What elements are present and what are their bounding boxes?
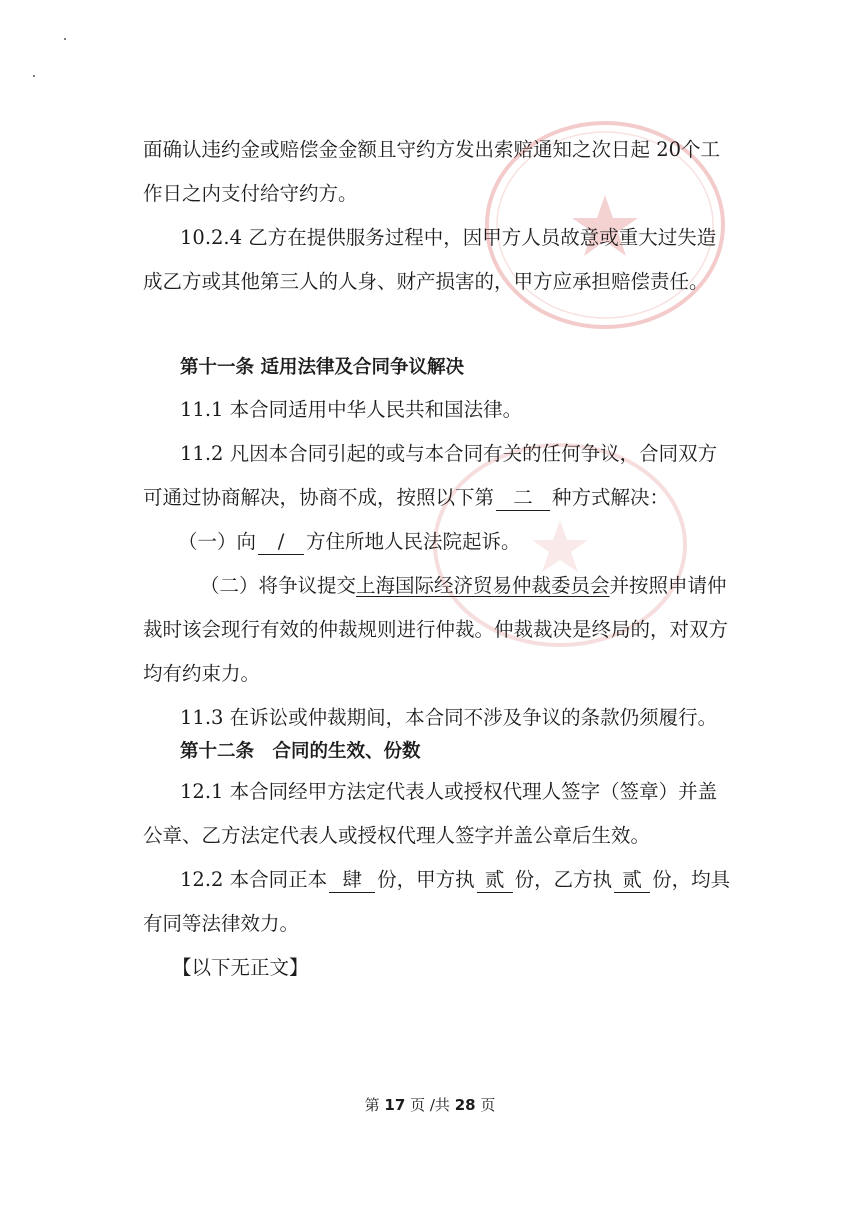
arbitration-institution: 上海国际经济贸易仲裁委员会 xyxy=(356,574,610,597)
total-page-count: 28 xyxy=(454,1096,476,1114)
paragraph-line xyxy=(0,484,860,512)
section-heading-12 xyxy=(0,738,860,766)
paragraph-line xyxy=(0,910,860,938)
section-heading-11 xyxy=(0,354,860,382)
footer-mid: 页 /共 xyxy=(410,1096,450,1114)
text-segment: 可通过协商解决，协商不成，按照以下第 xyxy=(143,486,495,509)
text-segment: 12.2 本合同正本 xyxy=(180,868,328,891)
paragraph-line xyxy=(0,704,860,732)
text-segment: 份，乙方执 xyxy=(514,868,613,891)
page-footer xyxy=(0,1094,860,1116)
text-segment: 方住所地人民法院起诉。 xyxy=(306,530,521,553)
footer-suffix: 页 xyxy=(480,1096,496,1114)
section-heading-text: 第十二条 合同的生效、份数 xyxy=(180,741,421,762)
paragraph-line xyxy=(0,528,860,556)
paragraph-line xyxy=(0,268,860,296)
text-segment: 裁时该会现行有效的仲裁规则进行仲裁。仲裁裁决是终局的，对双方 xyxy=(143,618,729,641)
paragraph-line xyxy=(0,180,860,208)
fill-in-blank: 贰 xyxy=(477,868,513,893)
text-segment: 公章、乙方法定代表人或授权代理人签字并盖公章后生效。 xyxy=(143,824,651,847)
scan-speck xyxy=(33,75,35,77)
text-segment: 作日之内支付给守约方。 xyxy=(143,182,358,205)
paragraph-line xyxy=(0,616,860,644)
paragraph-line xyxy=(0,660,860,688)
end-of-text-marker xyxy=(0,954,860,982)
scan-speck xyxy=(64,38,66,40)
fill-in-blank: / xyxy=(258,530,304,555)
paragraph-line xyxy=(0,136,860,164)
paragraph-line xyxy=(0,572,860,600)
fill-in-blank: 二 xyxy=(496,486,550,511)
text-segment: 份，均具 xyxy=(652,868,731,891)
text-segment: 成乙方或其他第三人的人身、财产损害的，甲方应承担赔偿责任。 xyxy=(143,270,709,293)
paragraph-line xyxy=(0,778,860,806)
section-heading-text: 第十一条 适用法律及合同争议解决 xyxy=(180,357,464,378)
text-segment: 均有约束力。 xyxy=(143,662,261,685)
paragraph-line xyxy=(0,866,860,894)
text-segment: （一）向 xyxy=(178,530,257,553)
text-segment: 11.1 本合同适用中华人民共和国法律。 xyxy=(180,398,523,421)
paragraph-line xyxy=(0,224,860,252)
paragraph-line xyxy=(0,822,860,850)
text-segment: 种方式解决： xyxy=(552,486,670,509)
fill-in-blank: 肆 xyxy=(329,868,375,893)
paragraph-line xyxy=(0,396,860,424)
text-segment: 10.2.4 乙方在提供服务过程中，因甲方人员故意或重大过失造 xyxy=(180,226,717,249)
text-segment: 份，甲方执 xyxy=(377,868,475,891)
fill-in-blank: 贰 xyxy=(614,868,650,893)
text-segment: 面确认违约金或赔偿金金额且守约方发出索赔通知之次日起 20个工 xyxy=(143,138,721,161)
text-segment: 【以下无正文】 xyxy=(172,956,309,979)
text-segment: 11.2 凡因本合同引起的或与本合同有关的任何争议，合同双方 xyxy=(180,442,718,465)
text-segment: 11.3 在诉讼或仲裁期间，本合同不涉及争议的条款仍须履行。 xyxy=(180,706,718,729)
paragraph-line xyxy=(0,440,860,468)
current-page-number: 17 xyxy=(384,1096,406,1114)
text-segment: 有同等法律效力。 xyxy=(143,912,300,935)
text-segment: 12.1 本合同经甲方法定代表人或授权代理人签字（签章）并盖 xyxy=(180,780,718,803)
footer-prefix: 第 xyxy=(364,1096,380,1114)
text-segment: 并按照申请仲 xyxy=(609,574,727,597)
text-segment: （二）将争议提交 xyxy=(200,574,357,597)
